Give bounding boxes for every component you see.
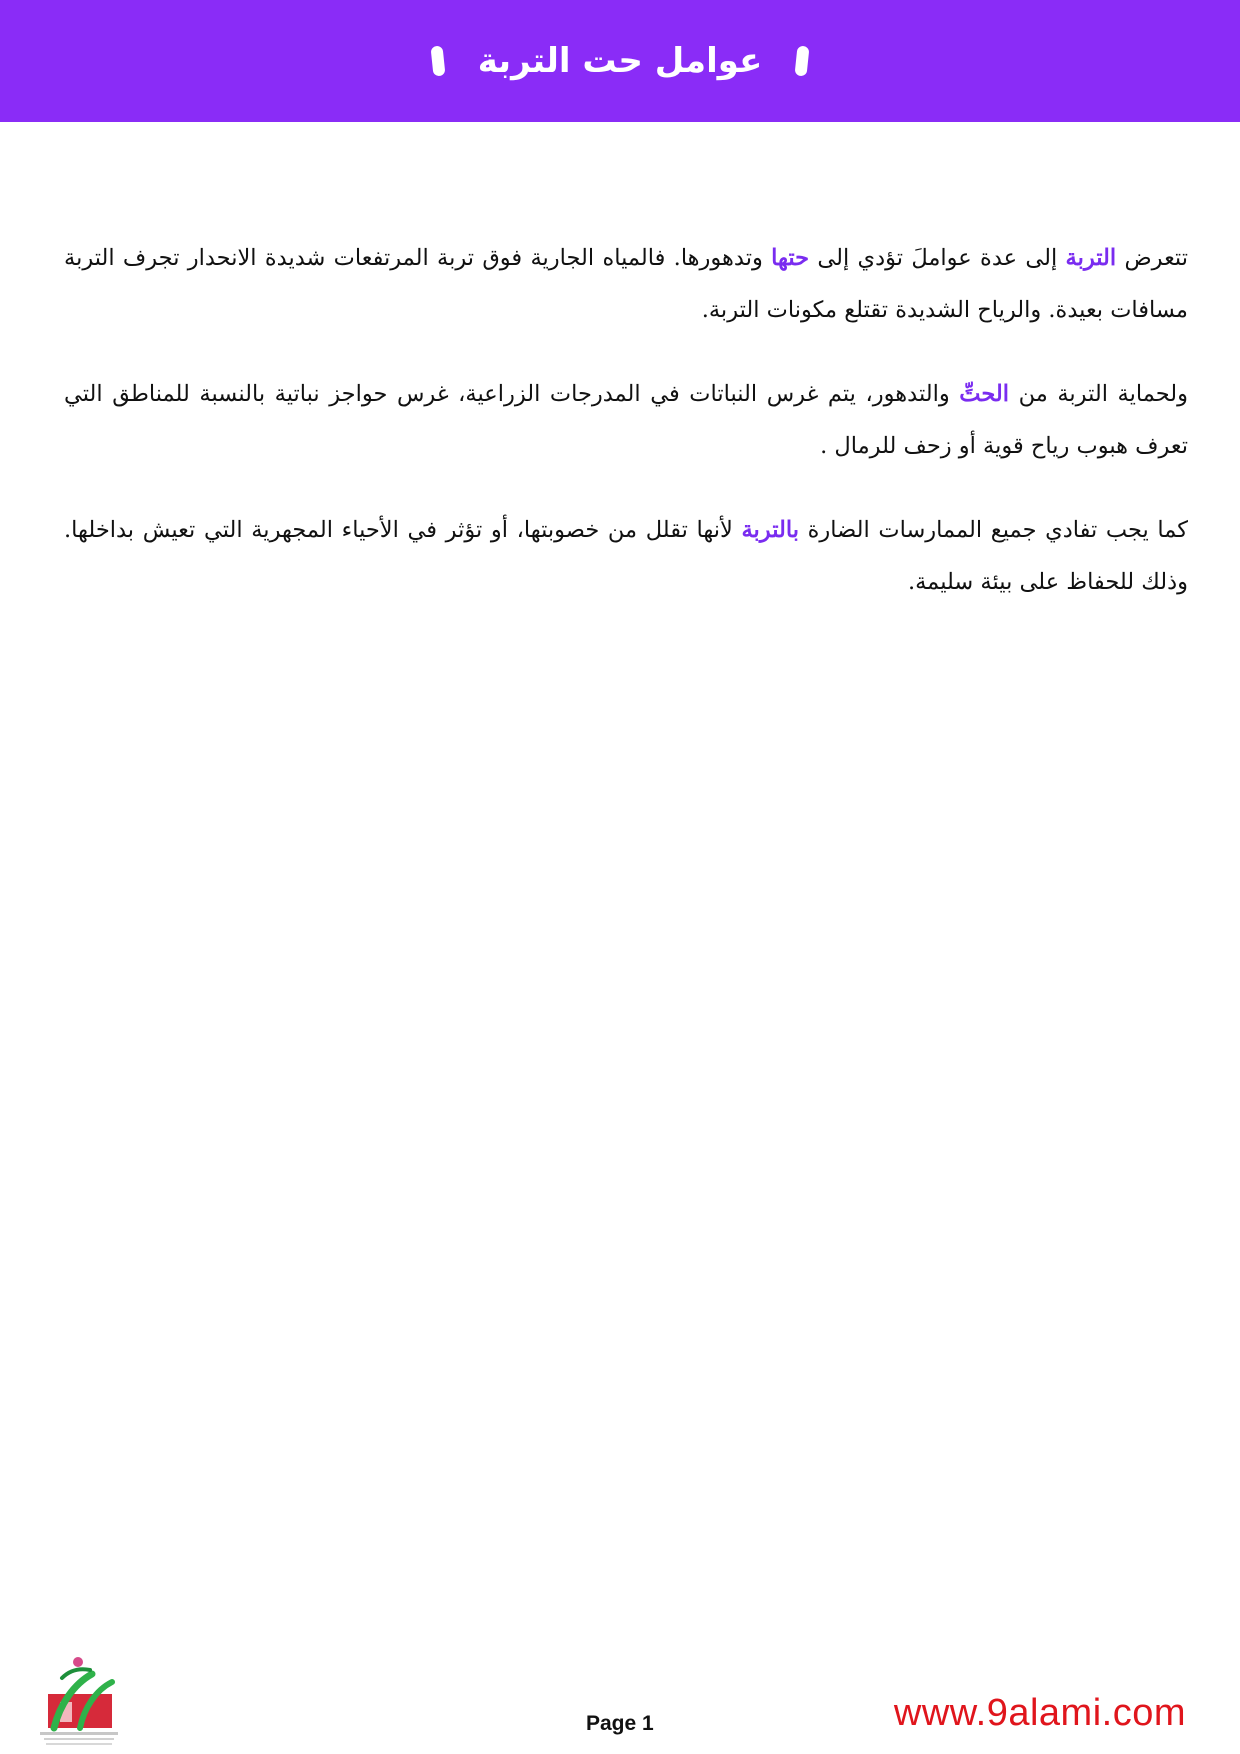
highlight-term: حتها: [771, 245, 810, 271]
highlight-term: التربة: [1065, 245, 1117, 271]
paragraph-harmful-practices: [64, 504, 1188, 608]
page-number: Page 1: [586, 1712, 654, 1735]
header-inner: [432, 41, 809, 81]
paragraph-text: والتدهور، يتم غرس النباتات في المدرجات الزراعية، غرس حواجز نباتية بالنسبة للمناطق التي تعرف هبوب رياح قوية أو زحف للرمال .: [64, 381, 1188, 459]
document-body: [64, 232, 1188, 640]
highlight-term: بالتربة: [741, 517, 799, 543]
paragraph-text: كما يجب تفادي جميع الممارسات الضارة: [798, 517, 1189, 543]
page-title: عوامل حت التربة: [477, 41, 763, 81]
paragraph-soil-erosion-factors: [64, 232, 1188, 336]
paragraph-soil-protection: [64, 368, 1188, 472]
paragraph-text: إلى عدة عواملَ تؤدي إلى: [809, 245, 1066, 271]
site-url-link[interactable]: www.9alami.com: [893, 1692, 1186, 1734]
academy-logo-icon: [34, 1648, 124, 1748]
title-bracket-left-icon: [430, 45, 445, 76]
paragraph-text: وتدهورها. فالمياه الجارية فوق تربة المرتفعات شديدة الانحدار تجرف التربة مسافات بعيدة. والرياح الشديدة تقتلع مكونات التربة.: [64, 245, 1188, 323]
title-bracket-right-icon: [795, 45, 810, 76]
paragraph-text: لأنها تقلل من خصوبتها، أو تؤثر في الأحياء المجهرية التي تعيش بداخلها. وذلك للحفاظ على بيئة سليمة.: [64, 517, 1188, 595]
paragraph-text: تتعرض: [1116, 245, 1188, 271]
highlight-term: الحتِّ: [959, 381, 1010, 407]
paragraph-text: ولحماية التربة من: [1009, 381, 1188, 407]
header-bar: [0, 0, 1240, 122]
